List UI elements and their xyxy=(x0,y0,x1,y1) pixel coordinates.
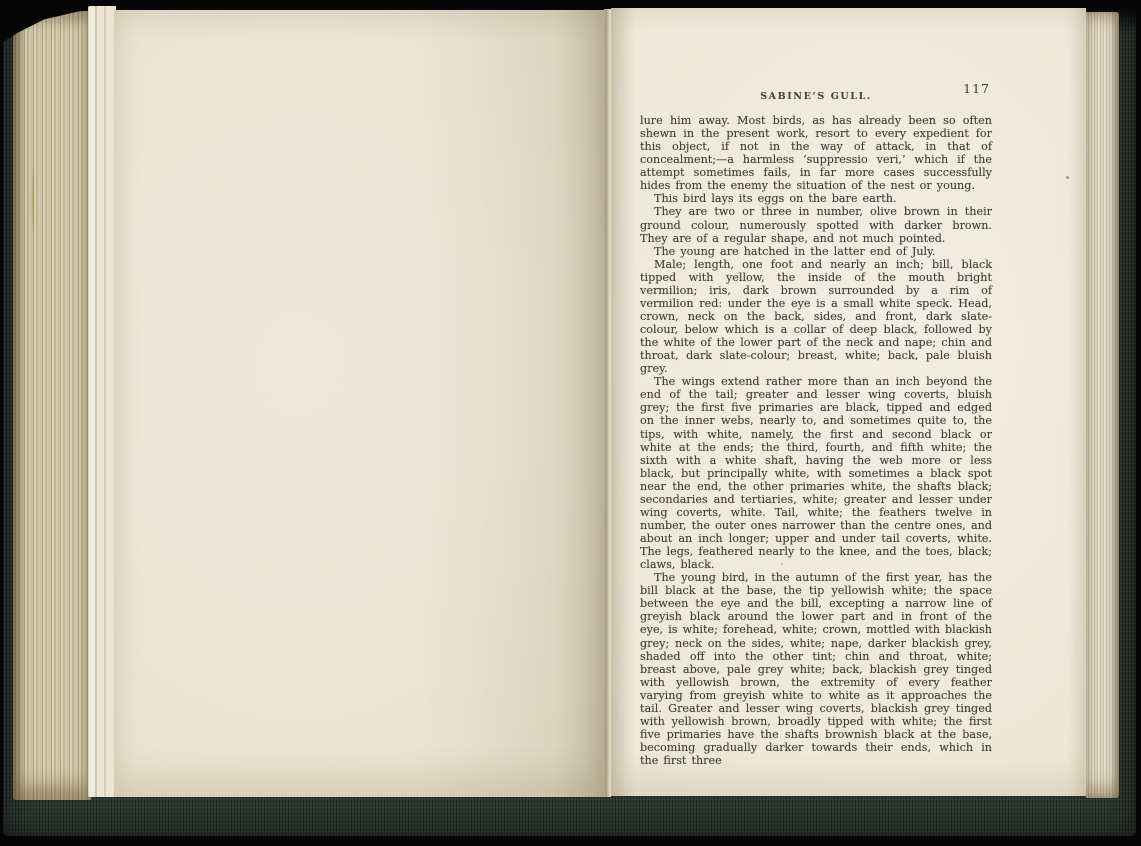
running-title: SABINE’S GULL. xyxy=(760,91,872,102)
paragraph: The young are hatched in the latter end of July. xyxy=(654,244,936,258)
right-fore-edge-stack xyxy=(1086,12,1119,798)
paragraph: The young bird, in the autumn of the first year, has the bill black at the base, the tip yellowish white; the space between the eye and the bill, excepting a narrow line of greyish black around the lower part and in front of the eye, is white; forehead, white; crown, mottled with blackish grey; neck on the sides, white; nape, darker blackish grey, shaded off into the other tint; chin and throat, white; breast above, pale grey white; back, blackish grey tinged with yellowish brown, the extremity of every feather varying from greyish white to white as it approaches the tail. Greater and lesser wing coverts, blackish grey tinged with yellowish brown, broadly tipped with white; the first five primaries have the shafts brownish black at the base, becoming gradually darker towards their ends, which in the first three xyxy=(640,571,992,768)
book-gutter-seam xyxy=(604,9,611,797)
left-fore-edge-stack xyxy=(13,11,91,800)
paragraph: They are two or three in number, olive brown in their ground colour, numerously spotted with darker brown. They are of a regular shape, and not much pointed. xyxy=(640,205,992,245)
paragraph: The wings extend rather more than an inch beyond the end of the tail; greater and lesser wing coverts, bluish grey; the first five primaries are black, tipped and edged on the inner webs, nearly to, and sometimes quite to, the tips, with white, namely, the first and second black or white at the ends; the third, fourth, and fifth white; the sixth with a white shaft, having the web more or less black, but principally white, with sometimes a black spot near the end, the other primaries white, the shafts black; secondaries and tertiaries, white; greater and lesser under wing coverts, white. Tail, white; the feathers twelve in number, the outer ones narrower than the centre ones, and about an inch longer; upper and under tail coverts, white. The legs, feathered nearly to the knee, and the toes, black; claws, black. xyxy=(640,375,992,572)
printed-text-block xyxy=(640,81,992,768)
paragraph: Male; length, one foot and nearly an inch; bill, black tipped with yellow, the inside of the mouth bright vermilion; iris, dark brown surrounded by a rim of vermilion red: under the eye is a small white speck. Head, crown, neck on the back, sides, and front, dark slate-colour, below which is a collar of deep black, followed by the white of the lower part of the neck and nape; chin and throat, dark slate-colour; breast, white; back, pale bluish grey. xyxy=(640,257,992,376)
paragraph: This bird lays its eggs on the bare earth. xyxy=(654,192,897,206)
foxing-speck xyxy=(1066,176,1069,179)
page-number: 117 xyxy=(963,81,990,96)
left-page-blank xyxy=(114,10,604,797)
paragraph: lure him away. Most birds, as has already been so often shewn in the present work, resort to every expedient for this object, if not in the way of attack, in that of concealment;—a harmless ‘suppressio veri,’ which if the attempt sometimes fails, in far more cases successfully hides from the enemy the situation of the nest or young. xyxy=(640,114,992,193)
right-page xyxy=(611,8,1086,796)
left-under-pages xyxy=(88,6,116,797)
body-text xyxy=(640,114,992,767)
running-head xyxy=(640,81,992,114)
